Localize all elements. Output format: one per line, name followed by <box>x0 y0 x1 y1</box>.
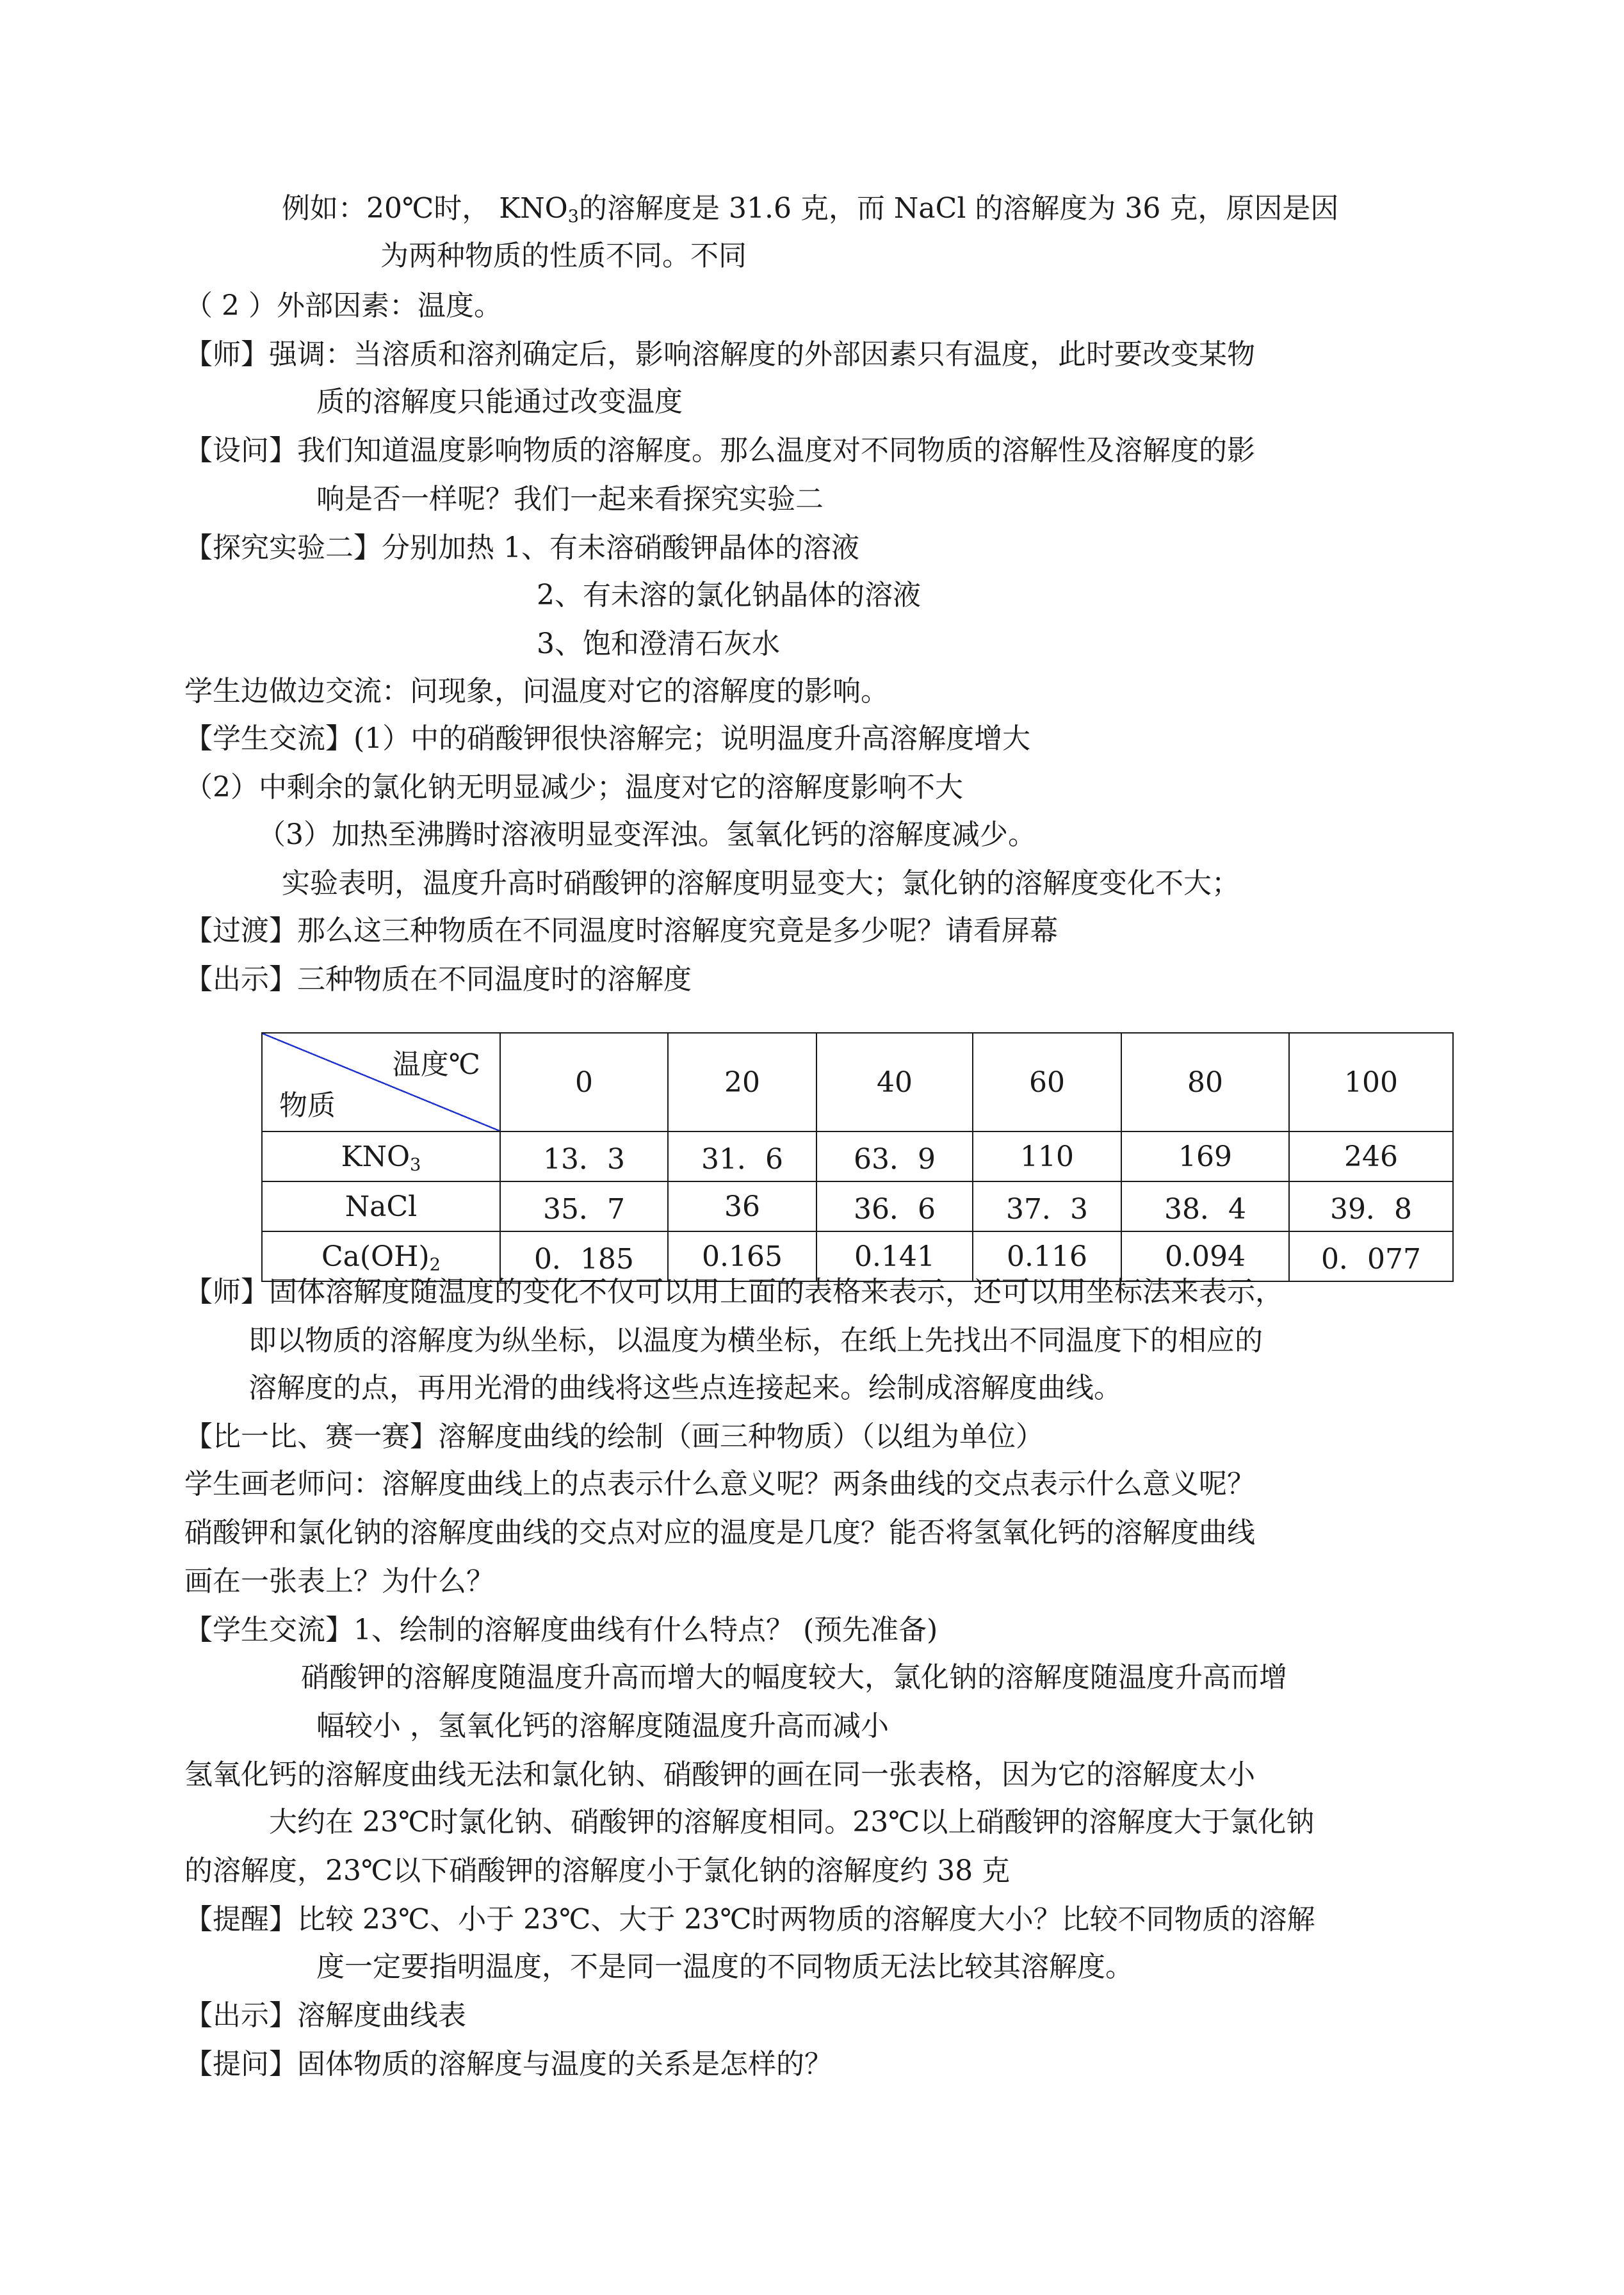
table-cell: 246 <box>1289 1131 1453 1181</box>
text-line: 【提醒】比较 23℃、小于 23℃、大于 23℃时两物质的溶解度大小？比较不同物质的溶解 <box>184 1903 1315 1936</box>
table-cell: 0．185 <box>500 1231 668 1281</box>
text-line: 【出示】三种物质在不同温度时的溶解度 <box>184 963 692 996</box>
text-segment: 的溶解度是 31.6 克，而 NaCl 的溶解度为 36 克，原因是因 <box>579 192 1339 225</box>
text-line: 为两种物质的性质不同。不同 <box>380 239 747 272</box>
text-segment: 例如：20℃时， KNO <box>282 192 568 225</box>
text-line: 质的溶解度只能通过改变温度 <box>316 385 683 418</box>
text-line: 即以物质的溶解度为纵坐标，以温度为横坐标，在纸上先找出不同温度下的相应的 <box>248 1324 1263 1357</box>
text-line: 实验表明，温度升高时硝酸钾的溶解度明显变大；氯化钠的溶解度变化不大； <box>282 867 1240 900</box>
text-line: 画在一张表上？为什么？ <box>184 1565 494 1598</box>
text-line: 3、饱和澄清石灰水 <box>537 628 780 660</box>
text-line: 【设问】我们知道温度影响物质的溶解度。那么温度对不同物质的溶解性及溶解度的影 <box>184 434 1255 467</box>
temperature-header: 20 <box>668 1033 816 1131</box>
substance-name: Ca(OH) <box>321 1240 430 1273</box>
temperature-header: 80 <box>1121 1033 1289 1131</box>
table-cell: 0.165 <box>668 1231 816 1281</box>
table-cell: 13．3 <box>500 1131 668 1181</box>
table-cell: 38．4 <box>1121 1181 1289 1231</box>
table-row <box>262 1181 1453 1231</box>
text-line: 【学生交流】(1）中的硝酸钾很快溶解完；说明温度升高溶解度增大 <box>184 722 1031 755</box>
table-cell: 37．3 <box>973 1181 1121 1231</box>
table-header-row <box>262 1033 1453 1131</box>
table-cell: 110 <box>973 1131 1121 1181</box>
table-row <box>262 1131 1453 1181</box>
table-corner-cell <box>262 1033 500 1131</box>
text-line: （3）加热至沸腾时溶液明显变浑浊。氢氧化钙的溶解度减少。 <box>257 818 1036 851</box>
table-cell: 0.141 <box>816 1231 973 1281</box>
solubility-table <box>261 1032 1454 1282</box>
temperature-header: 60 <box>973 1033 1121 1131</box>
temperature-header: 100 <box>1289 1033 1453 1131</box>
table-cell: 31．6 <box>668 1131 816 1181</box>
text-line: 幅较小 ，氢氧化钙的溶解度随温度升高而减小 <box>316 1710 889 1742</box>
table-cell: 0.116 <box>973 1231 1121 1281</box>
text-line-example <box>282 190 1338 228</box>
table-cell: 0.094 <box>1121 1231 1289 1281</box>
substance-name: NaCl <box>345 1190 418 1223</box>
corner-label-temperature: 温度℃ <box>392 1048 480 1081</box>
text-line: 【过渡】那么这三种物质在不同温度时溶解度究竟是多少呢？请看屏幕 <box>184 914 1058 947</box>
table-cell: 35．7 <box>500 1181 668 1231</box>
temperature-header: 40 <box>816 1033 973 1131</box>
corner-label-substance: 物质 <box>279 1089 336 1122</box>
table-cell: 0．077 <box>1289 1231 1453 1281</box>
text-line: 硝酸钾和氯化钠的溶解度曲线的交点对应的温度是几度？能否将氢氧化钙的溶解度曲线 <box>184 1516 1255 1549</box>
text-line: 氢氧化钙的溶解度曲线无法和氯化钠、硝酸钾的画在同一张表格，因为它的溶解度太小 <box>184 1758 1255 1791</box>
substance-name: KNO <box>341 1140 410 1173</box>
table-cell: 36．6 <box>816 1181 973 1231</box>
text-line: 大约在 23℃时氯化钠、硝酸钾的溶解度相同。23℃以上硝酸钾的溶解度大于氯化钠 <box>269 1806 1315 1838</box>
text-line: 【师】固体溶解度随温度的变化不仅可以用上面的表格来表示，还可以用坐标法来表示， <box>184 1276 1283 1308</box>
text-line: 【比一比、赛一赛】溶解度曲线的绘制（画三种物质）（以组为单位） <box>184 1420 1044 1453</box>
text-line: 的溶解度，23℃以下硝酸钾的溶解度小于氯化钠的溶解度约 38 克 <box>184 1854 1011 1887</box>
table-cell: 63．9 <box>816 1131 973 1181</box>
text-line: 溶解度的点，再用光滑的曲线将这些点连接起来。绘制成溶解度曲线。 <box>248 1372 1122 1404</box>
substance-name-cell <box>262 1181 500 1231</box>
text-line: （2）中剩余的氯化钠无明显减少；温度对它的溶解度影响不大 <box>184 771 963 804</box>
substance-name-cell <box>262 1131 500 1181</box>
subscript: 2 <box>429 1254 441 1275</box>
table-cell: 36 <box>668 1181 816 1231</box>
text-line: 学生边做边交流：问现象，问温度对它的溶解度的影响。 <box>184 675 889 708</box>
text-line: 学生画老师问：溶解度曲线上的点表示什么意义呢？两条曲线的交点表示什么意义呢？ <box>184 1468 1255 1500</box>
text-line: 【探究实验二】分别加热 1、有未溶硝酸钾晶体的溶液 <box>184 531 859 564</box>
subscript: 3 <box>567 206 579 227</box>
temperature-header: 0 <box>500 1033 668 1131</box>
text-line: 【师】强调：当溶质和溶剂确定后，影响溶解度的外部因素只有温度，此时要改变某物 <box>184 338 1255 371</box>
text-line: 【出示】溶解度曲线表 <box>184 1999 466 2032</box>
table-cell: 169 <box>1121 1131 1289 1181</box>
table-cell: 39．8 <box>1289 1181 1453 1231</box>
text-line: 2、有未溶的氯化钠晶体的溶液 <box>537 579 921 612</box>
text-line: 硝酸钾的溶解度随温度升高而增大的幅度较大，氯化钠的溶解度随温度升高而增 <box>301 1661 1287 1694</box>
text-line: （ 2 ）外部因素：温度。 <box>184 289 502 322</box>
text-line: 【提问】固体物质的溶解度与温度的关系是怎样的？ <box>184 2048 832 2080</box>
text-line: 响是否一样呢？我们一起来看探究实验二 <box>316 483 824 515</box>
text-line: 度一定要指明温度，不是同一温度的不同物质无法比较其溶解度。 <box>316 1950 1133 1983</box>
subscript: 3 <box>410 1155 421 1175</box>
text-line: 【学生交流】1、绘制的溶解度曲线有什么特点？ (预先准备) <box>184 1614 938 1646</box>
